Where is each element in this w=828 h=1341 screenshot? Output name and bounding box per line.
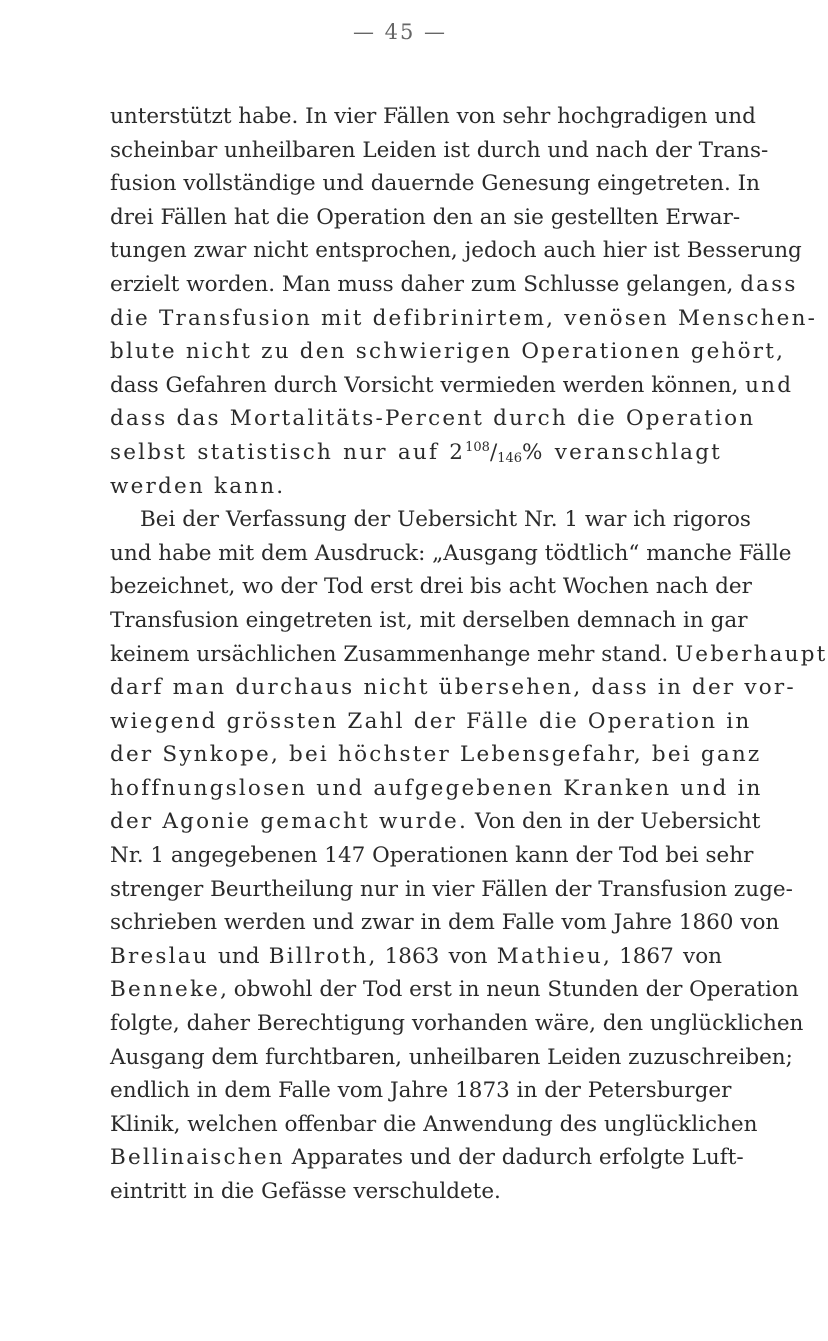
text-line: wiegend grössten Zahl der Fälle die Operation in <box>110 708 752 734</box>
text-line: keinem ursächlichen Zusammenhange mehr stand. Ueberhaupt <box>110 641 828 667</box>
text-line: Bei der Verfassung der Uebersicht Nr. 1 war ich rigoros <box>140 507 751 533</box>
text-line: bezeichnet, wo der Tod erst drei bis acht Wochen nach der <box>110 574 752 600</box>
text-line: endlich in dem Falle vom Jahre 1873 in der Petersburger <box>110 1078 732 1104</box>
text-line-end: werden kann. <box>110 473 286 499</box>
text-line: Ausgang dem furchtbaren, unheilbaren Leiden zuzuschreiben; <box>110 1044 793 1070</box>
fraction-denominator: 146 <box>497 450 523 466</box>
text-line: hoffnungslosen und aufgegebenen Kranken und in <box>110 775 763 801</box>
text-line-percent: selbst statistisch nur auf $2^{108}/_{146}\%$ veranschlagt <box>110 439 722 466</box>
text-line: unterstützt habe. In vier Fällen von sehr hochgradigen und <box>110 104 756 129</box>
fraction-numerator: 108 <box>465 439 490 455</box>
text-line: der Agonie gemacht wurde. Von den in der Uebersicht <box>110 809 761 835</box>
text-line: der Synkope, bei höchster Lebensgefahr, bei ganz <box>110 742 762 768</box>
text-line: Klinik, welchen offenbar die Anwendung des unglücklichen <box>110 1111 758 1137</box>
text-line: dass Gefahren durch Vorsicht vermieden werden können, und <box>110 372 794 398</box>
text-line: folgte, daher Berechtigung vorhanden wäre, den unglücklichen <box>110 1011 804 1037</box>
paragraph-2 <box>110 503 828 1208</box>
text-line: tungen zwar nicht entsprochen, jedoch auch hier ist Besserung <box>110 238 802 264</box>
text-line: fusion vollständige und dauernde Genesung eingetreten. In <box>110 171 760 197</box>
text-line: Bellinaischen Apparates und der dadurch erfolgte Luft- <box>110 1145 744 1171</box>
text-line: erzielt worden. Man muss daher zum Schlusse gelangen, dass <box>110 271 798 297</box>
text-line: scheinbar unheilbaren Leiden ist durch und nach der Trans- <box>110 137 769 163</box>
text-line: darf man durchaus nicht übersehen, dass in der vor- <box>110 675 796 701</box>
text-line: Benneke, obwohl der Tod erst in neun Stunden der Operation <box>110 977 799 1003</box>
paragraph-1 <box>110 100 818 436</box>
text-line: Transfusion eingetreten ist, mit derselben demnach in gar <box>110 607 748 633</box>
text-line: strenger Beurtheilung nur in vier Fällen der Transfusion zuge- <box>110 876 793 902</box>
text-line: und habe mit dem Ausdruck: „Ausgang tödtlich“ manche Fälle <box>110 540 792 566</box>
text-line: Nr. 1 angegebenen 147 Operationen kann der Tod bei sehr <box>110 843 754 869</box>
text-line: Breslau und Billroth, 1863 von Mathieu, 1867 von <box>110 943 722 969</box>
text-line: die Transfusion mit defibrinirtem, venösen Menschen- <box>110 305 818 331</box>
body-text <box>110 100 828 1209</box>
page-number: — 45 — <box>352 20 448 44</box>
text-line: schrieben werden und zwar in dem Falle vom Jahre 1860 von <box>110 910 780 936</box>
text-line: eintritt in die Gefässe verschuldete. <box>110 1179 501 1204</box>
text-line: dass das Mortalitäts-Percent durch die Operation <box>110 406 756 432</box>
text-line: blute nicht zu den schwierigen Operationen gehört, <box>110 339 786 365</box>
text-line: drei Fällen hat die Operation den an sie gestellten Erwar- <box>110 204 741 230</box>
